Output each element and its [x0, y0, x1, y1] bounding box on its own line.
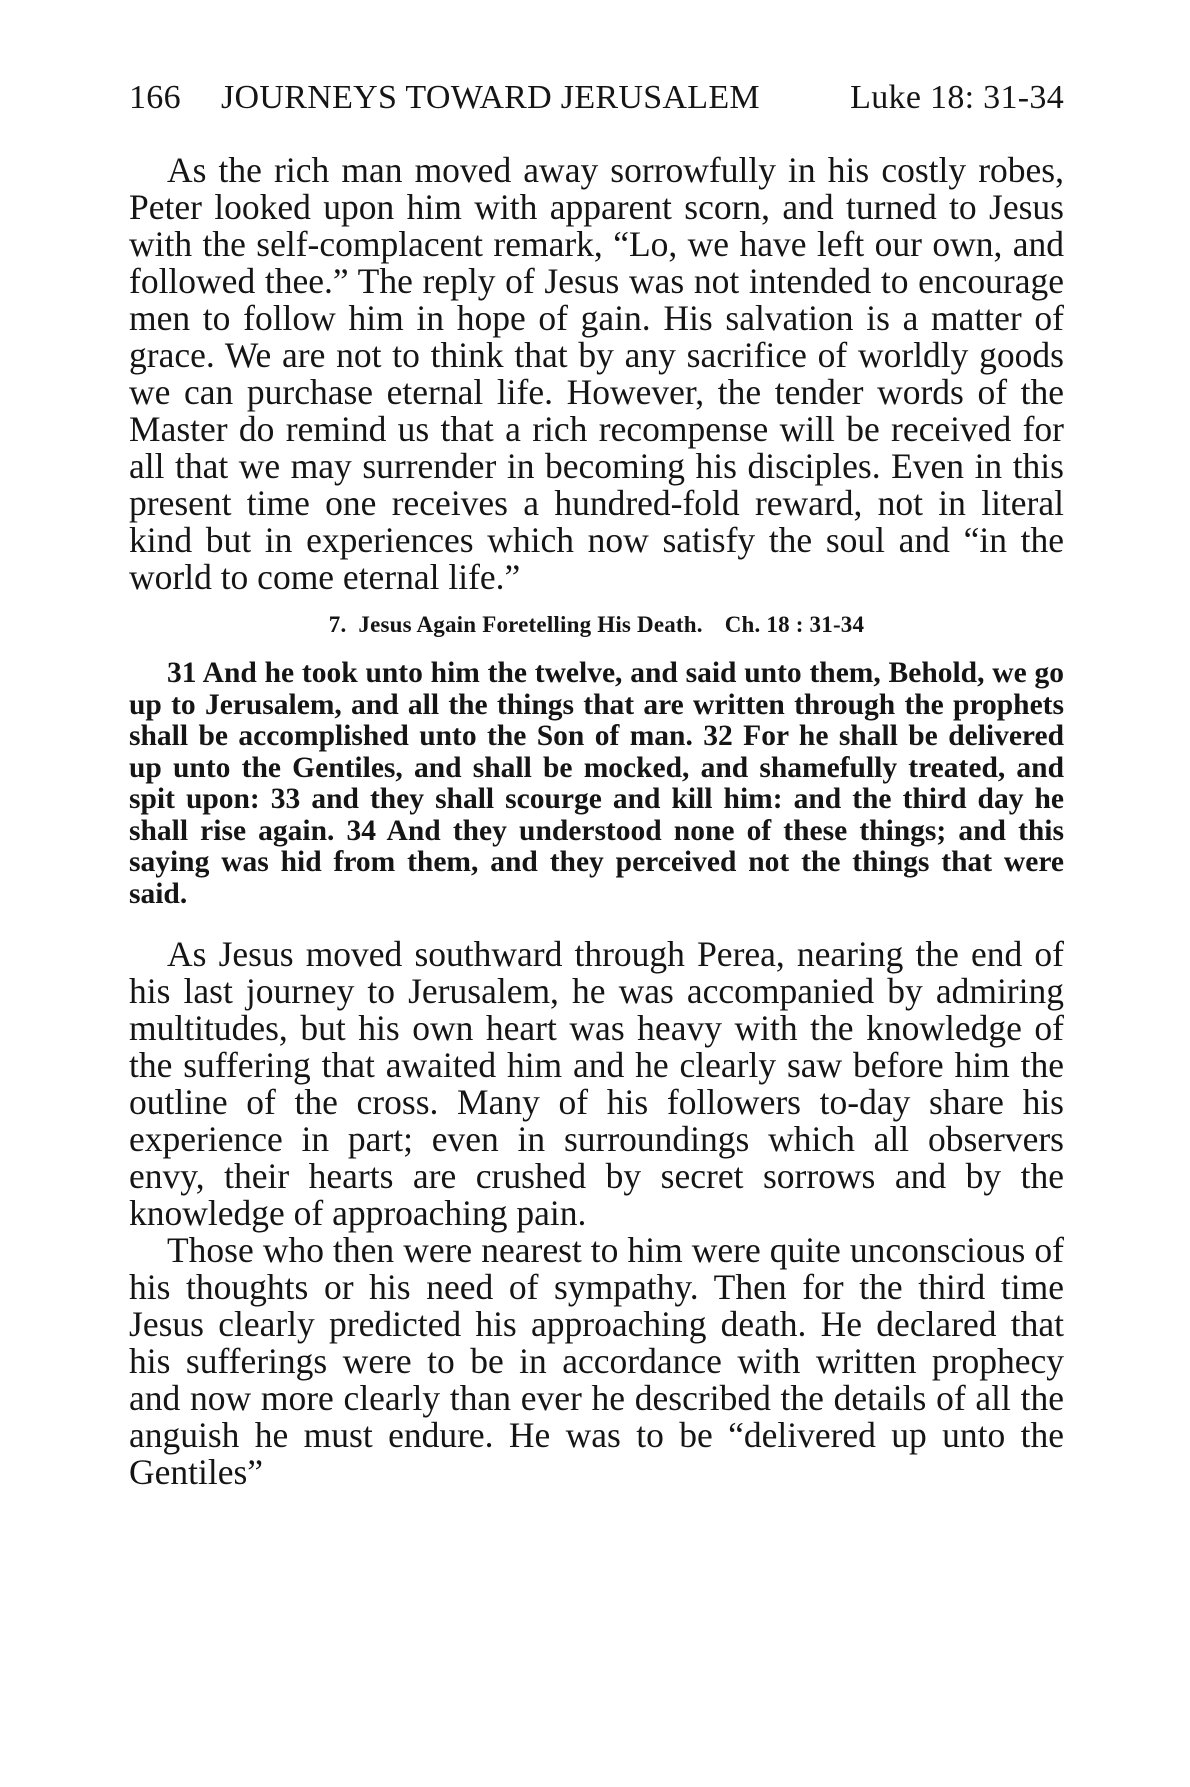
section-reference: Ch. 18 : 31-34 — [724, 612, 865, 637]
book-page — [129, 78, 1064, 1491]
scripture-passage: 31 And he took unto him the twelve, and said unto them, Behold, we go up to Jerusalem, and all the things that are written through the prophets shall be accomplished unto the Son of man. 32 For he shall be delivered up unto the Gentiles, and shall be mocked, and shamefully treated, and spit upon: 33 and they shall scourge and kill him: and the third day he shall rise again. 34 And they understood none of these things; and this saying was hid from them, and they perceived not the things that were said. — [129, 657, 1064, 910]
chapter-title: JOURNEYS TOWARD JERUSALEM — [221, 79, 760, 116]
passage-reference: Luke 18: 31-34 — [850, 79, 1064, 116]
section-number: 7. — [328, 612, 347, 637]
commentary-paragraph: As the rich man moved away sorrowfully in his costly robes, Peter looked upon him with apparent scorn, and turned to Jesus with the self-complacent remark, “Lo, we have left our own, and followed thee.” The reply of Jesus was not intended to encourage men to follow him in hope of gain. His salvation is a matter of grace. We are not to think that by any sacrifice of worldly goods we can purchase eternal life. However, the tender words of the Master do remind us that a rich recompense will be received for all that we may surrender in becoming his disciples. Even in this present time one receives a hundred-fold reward, not in literal kind but in experiences which now satisfy the soul and “in the world to come eternal life.” — [129, 150, 1064, 597]
page-number: 166 — [129, 79, 181, 116]
commentary-paragraph: As Jesus moved southward through Perea, nearing the end of his last journey to Jerusalem, he was accompanied by admiring multitudes, but his own heart was heavy with the knowledge of the suffering that awaited him and he clearly saw before him the outline of the cross. Many of his followers to-day share his experience in part; even in surroundings which all observers envy, their hearts are crushed by secret sorrows and by the knowledge of approaching pain. — [129, 934, 1064, 1233]
running-head — [129, 78, 1064, 118]
section-heading — [129, 610, 1064, 640]
section-title: Jesus Again Foretelling His Death. — [358, 612, 703, 637]
commentary-paragraph: Those who then were nearest to him were quite unconscious of his thoughts or his need of sympathy. Then for the third time Jesus clearly predicted his approaching death. He declared that his sufferings were to be in accordance with written prophecy and now more clearly than ever he described the details of all the anguish he must endure. He was to be “delivered up unto the Gentiles” — [129, 1230, 1064, 1492]
